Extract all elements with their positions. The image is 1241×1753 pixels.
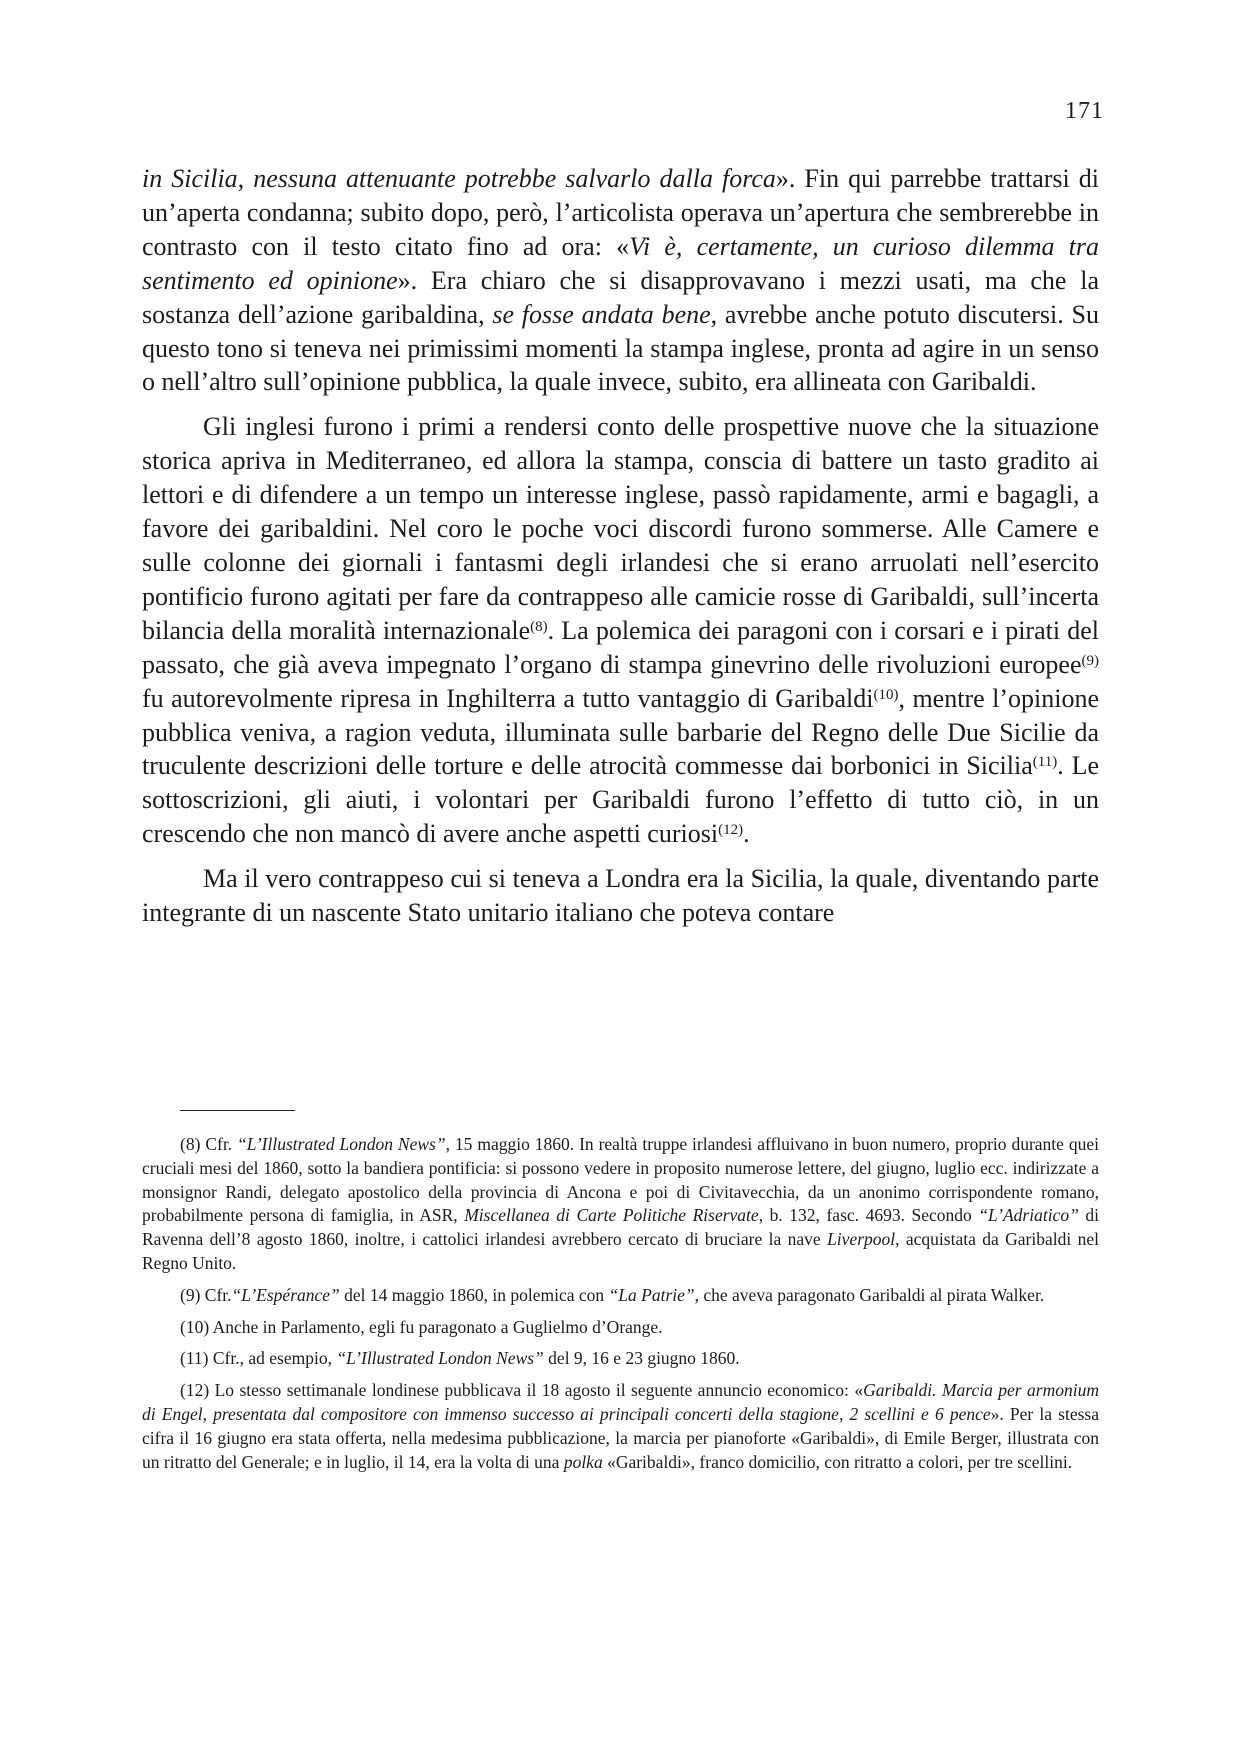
text-run: (9) Cfr. [180, 1284, 232, 1305]
text-run: (8) Cfr. [180, 1134, 238, 1154]
text-run: ». Per la stessa cifra il 16 giugno era stata offerta, nella medesima pubblicazione, la marcia per pianoforte «Garibaldi», di Emile Berger, illustrata con un ritratto del Generale; e in luglio, il 14, era la volta di una [142, 1403, 1099, 1472]
footnote-10 [142, 1316, 1099, 1340]
text-run: del 9, 16 e 23 giugno 1860. [543, 1348, 740, 1369]
text-run: . [743, 819, 750, 849]
paragraph-2 [142, 410, 1099, 851]
text-run: fu autorevolmente ripresa in Inghilterra a tutto vantaggio di Garibaldi [142, 683, 874, 713]
text-run: ». Fin qui parrebbe trattarsi di un’aperta condanna; subito dopo, però, l’articolista operava un’apertura che sembrerebbe in contrasto con il testo citato fino ad ora: « [142, 164, 1099, 261]
footnote-12 [142, 1379, 1099, 1474]
footnote-11 [142, 1347, 1099, 1371]
italic-title: Miscellanea di Carte Politiche Riservate [464, 1205, 759, 1226]
italic-title: “L’Illustrated London News” [336, 1348, 544, 1369]
text-run: , 15 maggio 1860. In realtà truppe irlandesi affluivano in buon numero, proprio durante quei cruciali mesi del 1860, sotto la bandiera pontificia: si possono vedere in proposito numerose lettere, del giugno, luglio ecc. indirizzate a monsignor Randi, delegato apostolico della provincia di Ancona e poi di Civitavecchia, da un anonimo corrispondente romano, probabilmente persona di famiglia, in ASR, [142, 1134, 1099, 1226]
paragraph-3 [142, 862, 1099, 930]
paragraph-1 [142, 162, 1099, 399]
text-run: di Ravenna dell’8 agosto 1860, inoltre, i cattolici irlandesi avrebbero cercato di bruciare la nave [142, 1205, 1099, 1250]
footnote-8 [142, 1133, 1099, 1276]
italic-title: “L’Adriatico” [978, 1205, 1079, 1226]
italic-phrase: se fosse andata bene [492, 299, 711, 329]
text-run: «Garibaldi», franco domicilio, con ritratto a colori, per tre scellini. [602, 1451, 1073, 1472]
text-run: del 14 maggio 1860, in polemica con [339, 1284, 609, 1305]
italic-word: polka [563, 1451, 603, 1472]
footnote-ref-10[interactable]: (10) [873, 686, 899, 703]
italic-quote: Garibaldi. Marcia per armonium di Engel, presentata dal compositore con immenso successo ai principali concerti della stagione, 2 scellini e 6 pence [142, 1380, 1099, 1424]
italic-quote: Vi è, certamente, un curioso dilemma tra sentimento ed opinione [142, 231, 1099, 295]
text-run: . La polemica dei paragoni con i corsari e i pirati del passato, che già aveva impegnato l’organo di stampa ginevrino delle rivoluzioni europee [142, 615, 1099, 679]
text-run: (11) Cfr., ad esempio, [180, 1348, 337, 1369]
page-number: 171 [1065, 98, 1104, 124]
text-run: ». Era chiaro che si disapprovavano i mezzi usati, ma che la sostanza dell’azione garibaldina, [142, 265, 1099, 329]
text-run: . Le sottoscrizioni, gli aiuti, i volontari per Garibaldi furono l’effetto di tutto ciò, in un crescendo che non mancò di avere anche aspetti curiosi [142, 751, 1099, 849]
text-run: , avrebbe anche potuto discutersi. Su questo tono si teneva nei primissimi momenti la stampa inglese, pronta ad agire in un senso o nell’altro sull’opinione pubblica, la quale invece, subito, era allineata con Garibaldi. [142, 299, 1099, 397]
italic-quote: in Sicilia, nessuna attenuante potrebbe salvarlo dalla forca [142, 164, 776, 193]
italic-title: Liverpool [827, 1229, 896, 1250]
footnote-ref-11[interactable]: (11) [1032, 754, 1058, 771]
text-run: (10) Anche in Parlamento, egli fu paragonato a Guglielmo d’Orange. [180, 1316, 663, 1337]
text-run: Ma il vero contrappeso cui si teneva a Londra era la Sicilia, la quale, diventando parte integrante di un nascente Stato unitario italiano che poteva contare [142, 864, 1099, 928]
italic-title: “La Patrie” [608, 1284, 695, 1305]
text-run: , b. 132, fasc. 4693. Secondo [758, 1205, 979, 1226]
text-run: Gli inglesi furono i primi a rendersi conto delle prospettive nuove che la situazione storica apriva in Mediterraneo, ed allora la stampa, conscia di battere un tasto gradito ai lettori e di difendere a un tempo un interesse inglese, passò rapidamente, armi e bagagli, a favore dei garibaldini. Nel coro le poche voci discordi furono sommerse. Alle Camere e sulle colonne dei giornali i fantasmi degli irlandesi che si erano arruolati nell’esercito pontificio furono agitati per fare da contrappeso alle camicie rosse di Garibaldi, sull’incerta bilancia della moralità internazionale [142, 412, 1099, 645]
body-text [142, 162, 1099, 930]
text-run: (12) Lo stesso settimanale londinese pubblicava il 18 agosto il seguente annuncio economico: « [180, 1380, 864, 1401]
footnote-divider [180, 1110, 295, 1111]
footnote-ref-12[interactable]: (12) [718, 821, 744, 838]
text-run: , che aveva paragonato Garibaldi al pirata Walker. [694, 1284, 1045, 1305]
text-run: , acquistata da Garibaldi nel Regno Unito. [142, 1229, 1099, 1273]
footnote-9 [142, 1284, 1099, 1308]
footnote-ref-8[interactable]: (8) [530, 618, 548, 635]
footnotes [142, 1133, 1099, 1482]
footnote-ref-9[interactable]: (9) [1081, 652, 1099, 669]
text-run: , mentre l’opinione pubblica veniva, a ragion veduta, illuminata sulle barbarie del Regno delle Due Sicilie da truculente descrizioni delle torture e delle atrocità commesse dai borbonici in Sicilia [142, 683, 1099, 781]
italic-title: “L’Illustrated London News” [237, 1134, 446, 1154]
italic-title: “L’Espérance” [231, 1284, 340, 1305]
